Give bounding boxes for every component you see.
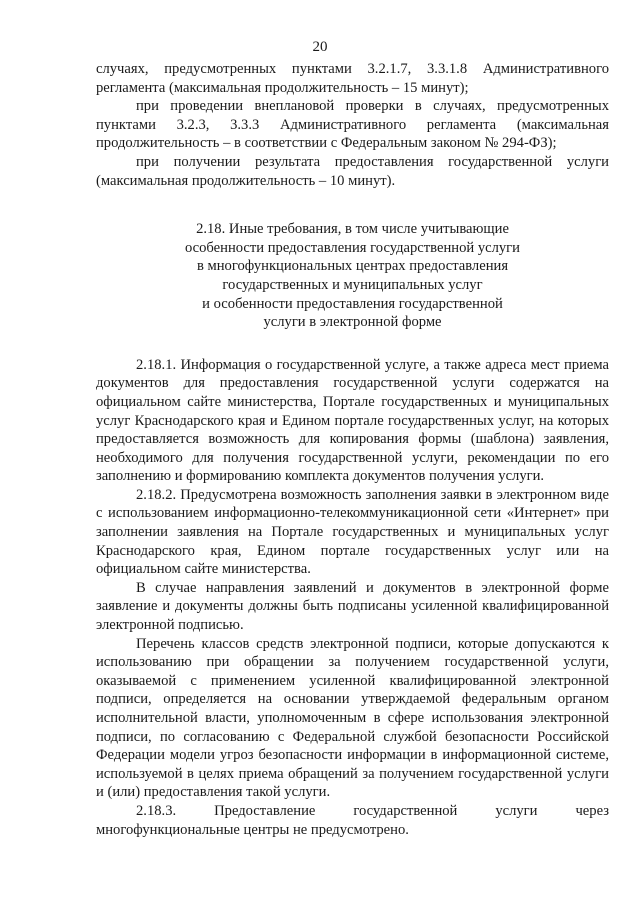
section-title-line: и особенности предоставления государственной: [202, 295, 503, 312]
document-body: [96, 60, 609, 839]
section-title-line: в многофункциональных центрах предоставления: [196, 258, 509, 275]
paragraph-2-18-2: 2.18.2. Предусмотрена возможность заполнения заявки в электронном виде с использованием информационно-телекоммуникационной сети «Интернет» при заполнении заявления на Портале государственных и муниципальных услуг Краснодарского края, Едином портале государственных услуг или на официальном сайте министерства.: [96, 486, 609, 578]
paragraph-2-18-3: 2.18.3. Предоставление государственной услуги через многофункциональные центры не предусмотрено.: [96, 802, 609, 838]
section-title-line: особенности предоставления государственной услуги: [185, 239, 520, 256]
section-title-line: 2.18. Иные требования, в том числе учитывающие: [196, 221, 509, 238]
paragraph-signature-classes: Перечень классов средств электронной подписи, которые допускаются к использованию при обращении за получением государственной услуги, оказываемой с применением усиленной квалифицированной электронной подписи, определяется на основании утверждаемой федеральным органом исполнительной власти, уполномоченным в сфере использования электронной подписи, по согласованию с Федеральной службой безопасности Российской Федерации модели угроз безопасности информации в информационной системе, используемой в целях приема обращений за получением государственной услуги и (или) предоставления такой услуги.: [96, 635, 609, 801]
paragraph-continuation: случаях, предусмотренных пунктами 3.2.1.7, 3.3.1.8 Административного регламента (максимальная продолжительность – 15 минут);: [96, 61, 609, 96]
paragraph-result-receipt: при получении результата предоставления государственной услуги (максимальная продолжительность – 10 минут).: [96, 153, 609, 189]
section-title-line: услуги в электронной форме: [263, 314, 442, 331]
paragraph-2-18-1: 2.18.1. Информация о государственной услуге, а также адреса мест приема документов для предоставления государственной услуги содержатся на официальном сайте министерства, Портале государственных и муниципальных услуг Краснодарского края и Едином портале государственных услуг, на которых предоставляется возможность для копирования формы (шаблона) заявления, необходимого для получения государственной услуги, рекомендации по его заполнению и формированию комплекта документов получения услуги.: [96, 356, 609, 485]
paragraph-unscheduled-inspection: при проведении внеплановой проверки в случаях, предусмотренных пунктами 3.2.3, 3.3.3 Административного регламента (максимальная продолжительность – в соответствии с Федеральным законом № 294-ФЗ);: [96, 98, 609, 152]
section-title-line: государственных и муниципальных услуг: [222, 276, 483, 293]
page-number: 20: [312, 39, 328, 55]
paragraph-electronic-signature: В случае направления заявлений и документов в электронной форме заявление и документы должны быть подписаны усиленной квалифицированной электронной подписью.: [96, 579, 609, 634]
section-title-2-18: [96, 220, 609, 332]
